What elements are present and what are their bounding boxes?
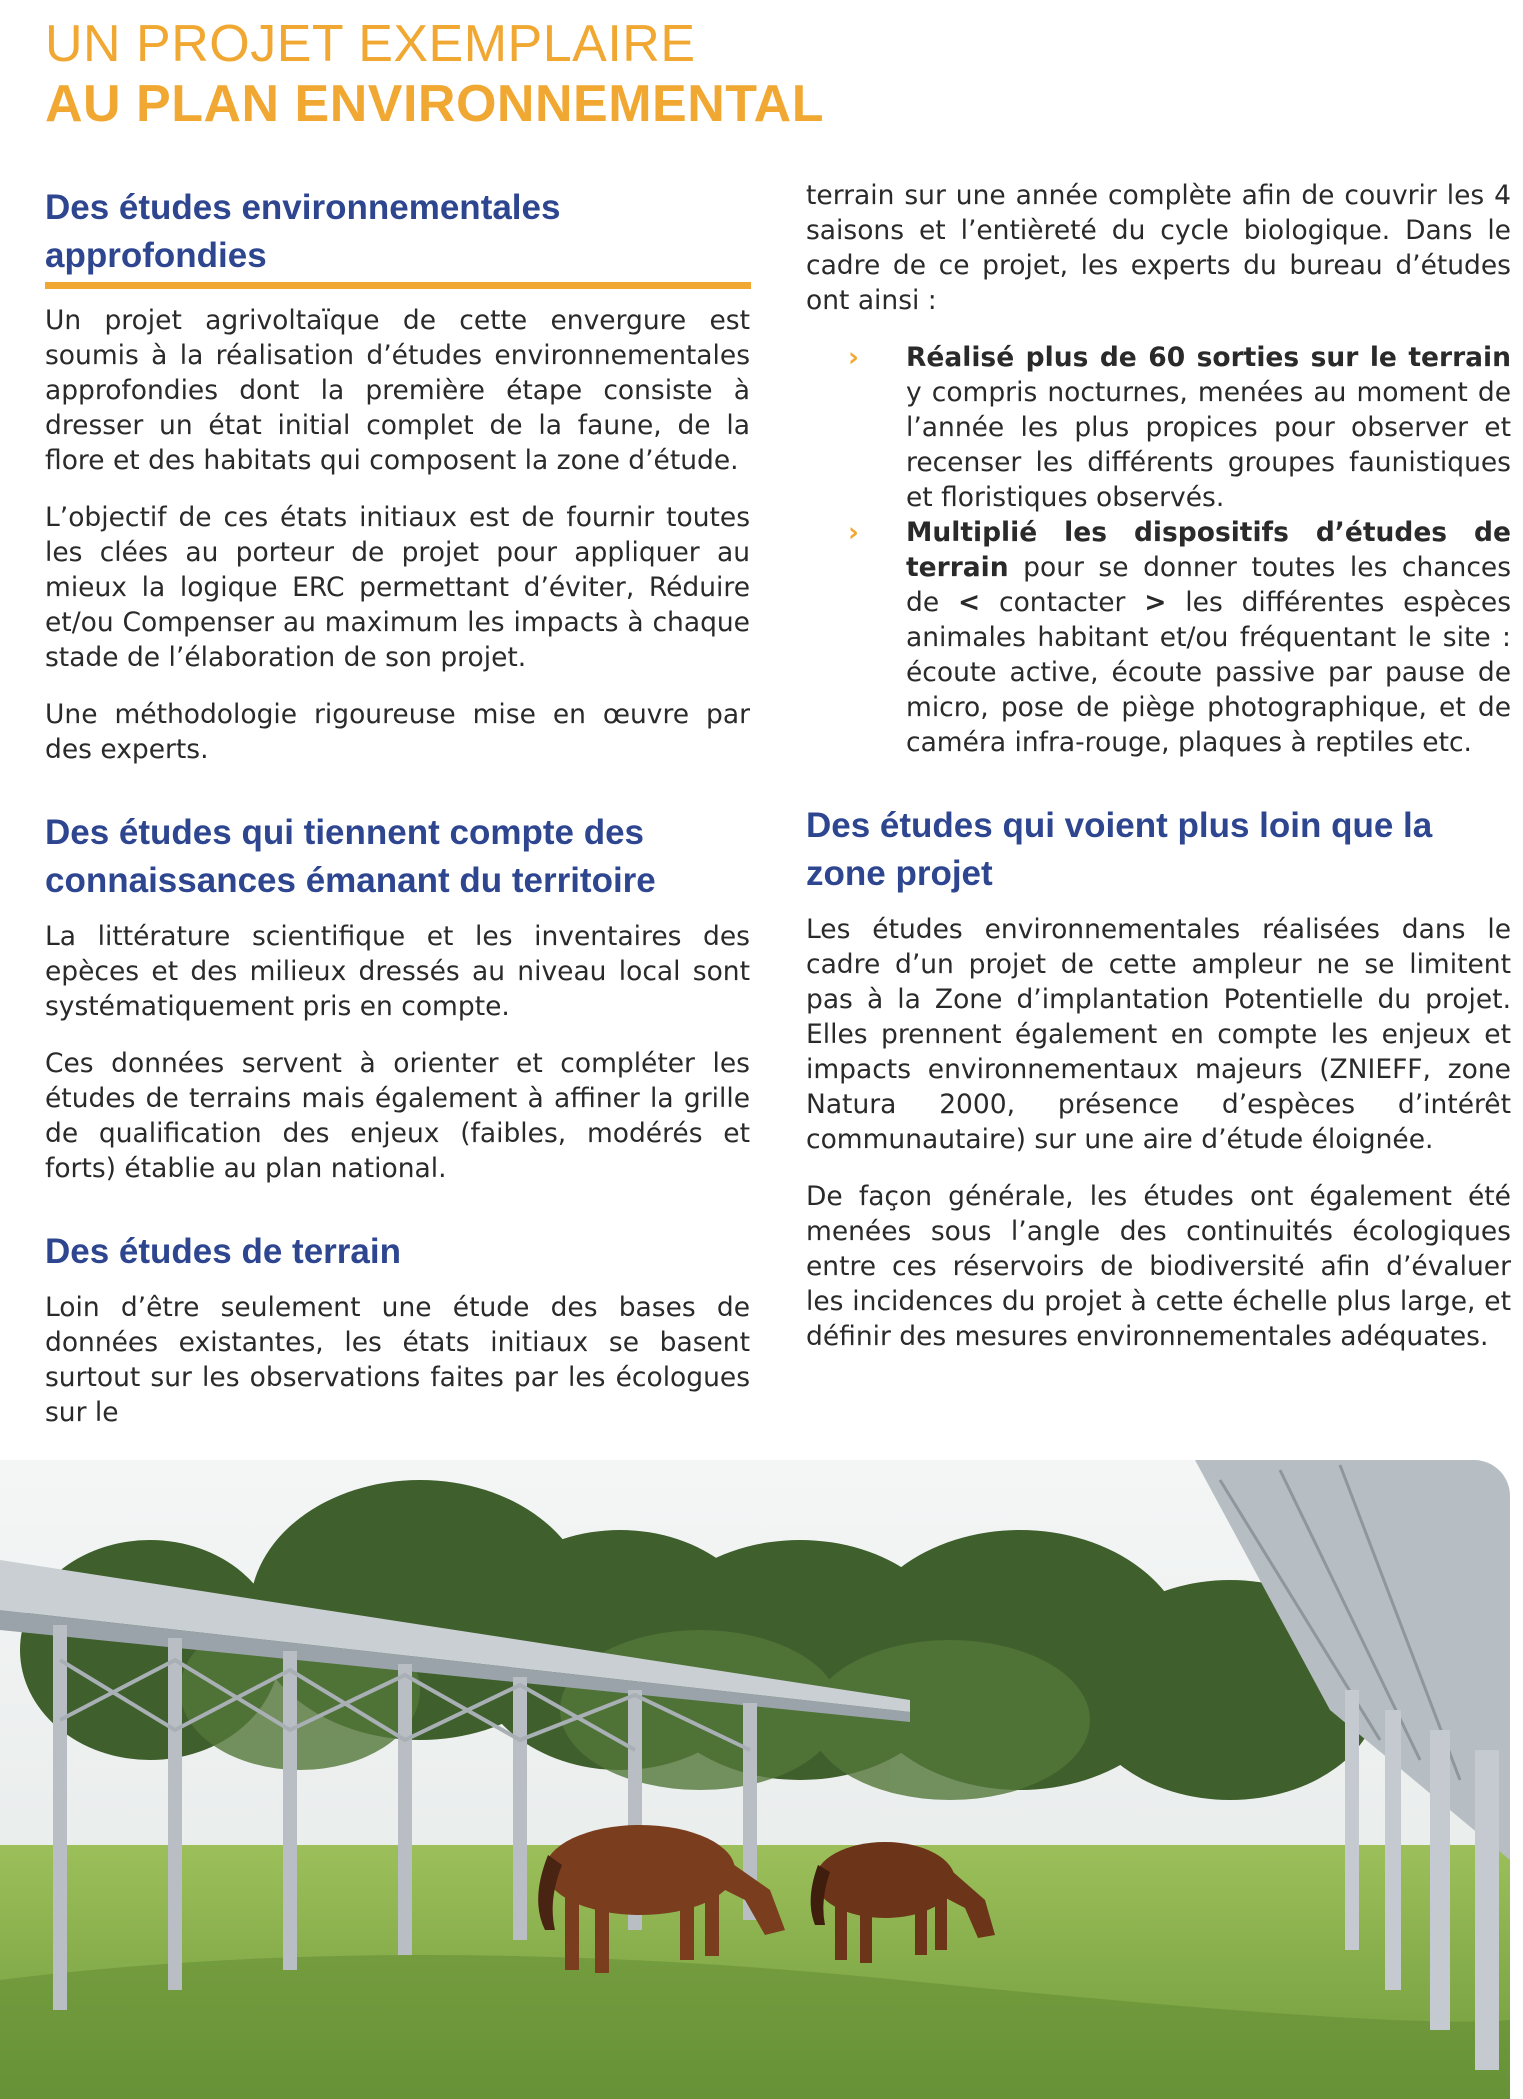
paragraph: L’objectif de ces états initiaux est de fournir toutes les clées au porteur de projet pour appliquer au mieux la logique ERC permettant d’éviter, Réduire et/ou Compenser au maximum les impacts à chaque stade de l’élaboration de son projet. [45, 502, 750, 673]
bullet-bold: Multiplié les dispositifs d’études de terrain [906, 517, 1511, 583]
bullet-text: les différentes espèces animales habitant et/ou fréquentant le site : écoute active, écoute passive par pause de micro, pose de piège photographique, et de caméra infra-rouge, plaques à reptiles etc. [906, 587, 1511, 758]
section-heading-etudes-terrain: Des études de terrain [45, 1232, 401, 1271]
paragraph: Loin d’être seulement une étude des bases de données existantes, les états initiaux se basent surtout sur les observations faites par les écologues sur le [45, 1292, 750, 1428]
open-quote: < [957, 587, 981, 618]
page-title [45, 14, 824, 134]
chevron-right-icon: › [848, 517, 859, 548]
section-heading-connaissances-territoire: Des études qui tiennent compte des connaissances émanant du territoire [45, 813, 656, 900]
bullet-text: contacter [980, 587, 1145, 618]
page-title-line2: AU PLAN ENVIRONNEMENTAL [45, 75, 824, 133]
paragraph: Une méthodologie rigoureuse mise en œuvre par des experts. [45, 699, 750, 765]
heading-underline [45, 282, 751, 289]
paragraph: Les études environnementales réalisées dans le cadre d’un projet de cette ampleur ne se limitent pas à la Zone d’implantation Potentielle du projet. Elles prennent également en compte les enjeux et impacts environnementaux majeurs (ZNIEFF, zone Natura 2000, présence d’espèces d’intérêt communautaire) sur une aire d’étude éloignée. [806, 914, 1511, 1155]
list-item [848, 340, 1511, 515]
photo-horses-solar-panels [0, 1460, 1510, 2099]
bullet-text: pour se donner toutes les chances de [906, 552, 1511, 618]
section-heading-etudes-approfondies: Des études environnementales approfondies [45, 188, 561, 275]
right-column [806, 178, 1511, 1354]
bullet-text: y compris nocturnes, menées au moment de l’année les plus propices pour observer et recenser les différents groupes faunistiques et floristiques observés. [906, 377, 1511, 513]
left-column [45, 184, 750, 1430]
paragraph: De façon générale, les études ont également été menées sous l’angle des continuités écologiques entre ces réservoirs de biodiversité afin d’évaluer les incidences du projet à cette échelle plus large, et définir des mesures environnementales adéquates. [806, 1181, 1511, 1352]
page-title-line1: UN PROJET EXEMPLAIRE [45, 15, 696, 73]
section-heading-plus-loin: Des études qui voient plus loin que la zone projet [806, 806, 1433, 893]
photo-illustration [0, 1460, 1510, 2099]
paragraph: Ces données servent à orienter et compléter les études de terrains mais également à affiner la grille de qualification des enjeux (faibles, modérés et forts) établie au plan national. [45, 1048, 750, 1184]
paragraph: La littérature scientifique et les inventaires des epèces et des milieux dressés au niveau local sont systématiquement pris en compte. [45, 921, 750, 1022]
bullet-bold: Réalisé plus de 60 sorties sur le terrain [906, 342, 1511, 373]
paragraph: terrain sur une année complète afin de couvrir les 4 saisons et l’entièreté du cycle biologique. Dans le cadre de ce projet, les experts du bureau d’études ont ainsi : [806, 180, 1511, 316]
list-item [848, 515, 1511, 760]
paragraph: Un projet agrivoltaïque de cette envergure est soumis à la réalisation d’études environnementales approfondies dont la première étape consiste à dresser un état initial complet de la faune, de la flore et des habitats qui composent la zone d’étude. [45, 305, 750, 476]
chevron-right-icon: › [848, 342, 859, 373]
close-quote: > [1144, 587, 1167, 618]
bullet-list [806, 340, 1511, 760]
